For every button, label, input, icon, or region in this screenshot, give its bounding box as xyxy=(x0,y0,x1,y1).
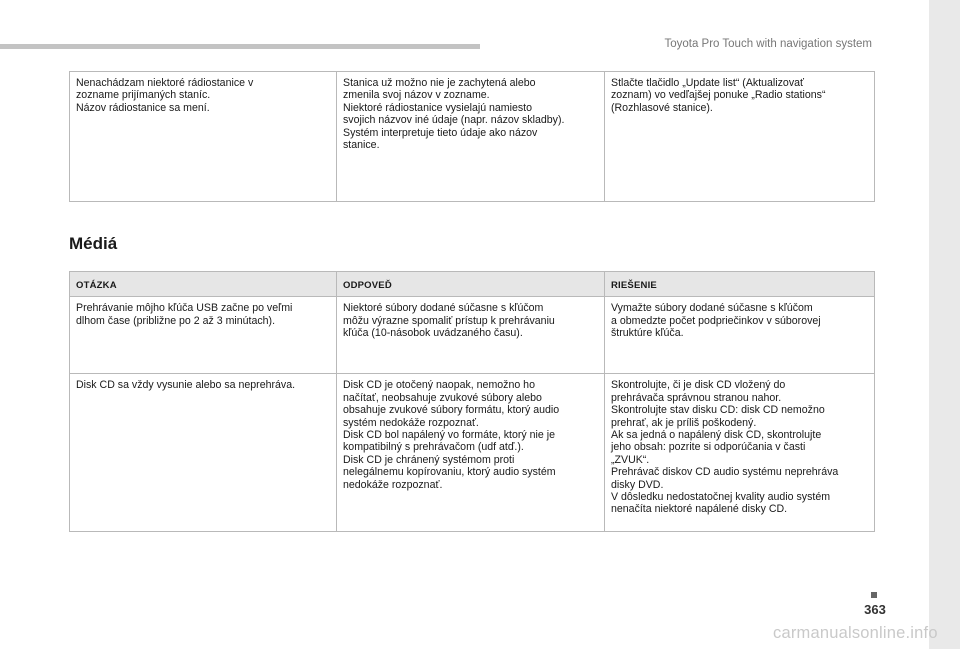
cell-text: Skontrolujte, či je disk CD vložený do prehrávača správnou stranou nahor. Skontrolujte stav disku CD: disk CD nemožno prehrať, ak je príliš poškodený. Ak sa jedná o napálený disk CD, skontrolujte jeho obsah: pozrite si odporúčania v časti „ZVUK“. Prehrávač diskov CD audio systému neprehráva disky DVD. V dôsledku nedostatočnej kvality audio systém nenačíta niektoré napálené disky CD. xyxy=(611,379,839,516)
table-row xyxy=(70,374,875,532)
cell-text: Niektoré súbory dodané súčasne s kľúčom môžu výrazne spomaliť prístup k prehrávaniu kľúča (10-násobok uvádzaného času). xyxy=(343,302,555,340)
cell-text: Vymažte súbory dodané súčasne s kľúčom a obmedzte počet podpriečinkov v súborovej štruktúre kľúča. xyxy=(611,302,821,340)
column-header-answer: ODPOVEĎ xyxy=(337,272,605,297)
radio-issues-table xyxy=(69,71,875,202)
column-header-question: OTÁZKA xyxy=(70,272,337,297)
page-marker xyxy=(871,592,877,598)
cell-text: Stlačte tlačidlo „Update list“ (Aktualizovať zoznam) vo vedľajšej ponuke „Radio stations“ (Rozhlasové stanice). xyxy=(611,77,826,114)
question-cell xyxy=(70,72,337,202)
table-row xyxy=(70,72,875,202)
table-row xyxy=(70,297,875,374)
column-header-solution: RIEŠENIE xyxy=(605,272,875,297)
question-cell xyxy=(70,297,337,374)
page-number: 363 xyxy=(864,602,886,617)
page-edge-strip xyxy=(929,0,960,649)
solution-cell xyxy=(605,72,875,202)
header-title: Toyota Pro Touch with navigation system xyxy=(664,38,872,50)
cell-text: Nenachádzam niektoré rádiostanice v zozname prijímaných staníc. Názov rádiostanice sa mení. xyxy=(76,77,254,114)
section-heading: Médiá xyxy=(69,234,118,253)
cell-text: Stanica už možno nie je zachytená alebo zmenila svoj názov v zozname. Niektoré rádiostanice vysielajú namiesto svojich názvov iné údaje (napr. názov skladby). Systém interpretuje tieto údaje ako názov stanice. xyxy=(343,77,565,152)
cell-text: Prehrávanie môjho kľúča USB začne po veľmi dlhom čase (približne po 2 až 3 minútach). xyxy=(76,302,293,327)
table-header-row xyxy=(70,272,875,297)
cell-text: Disk CD je otočený naopak, nemožno ho načítať, neobsahuje zvukové súbory alebo obsahuje zvukové súbory formátu, ktorý audio systém nedokáže rozpoznať. Disk CD bol napálený vo formáte, ktorý nie je kompatibilný s prehrávačom (udf atď.). Disk CD je chránený systémom proti nelegálnemu kopírovaniu, ktorý audio systém nedokáže rozpoznať. xyxy=(343,379,560,491)
answer-cell xyxy=(337,374,605,532)
watermark: carmanualsonline.info xyxy=(773,624,938,642)
question-cell xyxy=(70,374,337,532)
header-rule xyxy=(0,44,480,49)
answer-cell xyxy=(337,72,605,202)
solution-cell xyxy=(605,297,875,374)
media-issues-table xyxy=(69,271,875,532)
solution-cell xyxy=(605,374,875,532)
cell-text: Disk CD sa vždy vysunie alebo sa neprehráva. xyxy=(76,379,296,392)
answer-cell xyxy=(337,297,605,374)
